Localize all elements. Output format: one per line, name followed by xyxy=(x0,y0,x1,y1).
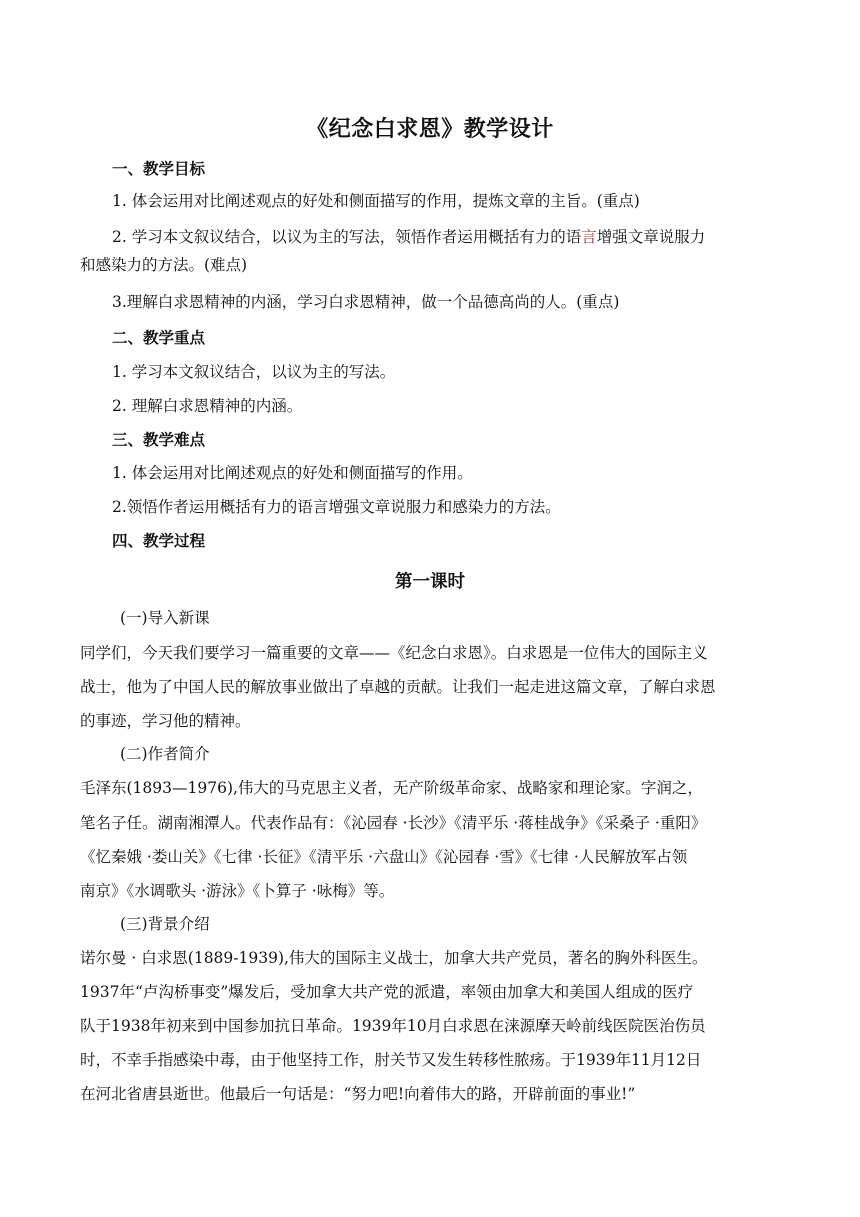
section-heading-goals: 一、教学目标 xyxy=(112,160,206,178)
author-line-2: 笔名子任。湖南湘潭人。代表作品有：《沁园春 ·长沙》《清平乐 ·蒋桂战争》《采桑子 ·重阳》 xyxy=(80,814,707,832)
section-heading-process: 四、教学过程 xyxy=(112,532,206,550)
difficulty-1: 1. 体会运用对比阐述观点的好处和侧面描写的作用。 xyxy=(112,464,473,482)
section-heading-difficulties: 三、教学难点 xyxy=(112,431,206,449)
goal-item-3: 3.理解白求恩精神的内涵，学习白求恩精神，做一个品德高尚的人。(重点) xyxy=(112,293,620,311)
section-heading-key-points: 二、教学重点 xyxy=(112,329,206,347)
goal-item-2-line-2: 和感染力的方法。(难点) xyxy=(80,256,248,274)
part-label-intro: (一)导入新课 xyxy=(120,609,210,627)
key-point-1: 1. 学习本文叙议结合，以议为主的写法。 xyxy=(112,363,396,381)
difficulty-2: 2.领悟作者运用概括有力的语言增强文章说服力和感染力的方法。 xyxy=(112,498,561,516)
background-line-4: 时，不幸手指感染中毒，由于他坚持工作，肘关节又发生转移性脓疡。于1939年11月12日 xyxy=(80,1051,702,1069)
lesson-title: 第一课时 xyxy=(395,572,465,592)
document-title: 《纪念白求恩》教学设计 xyxy=(306,117,554,142)
intro-line-1: 同学们，今天我们要学习一篇重要的文章——《纪念白求恩》。白求恩是一位伟大的国际主义 xyxy=(80,644,708,662)
background-line-3: 队于1938年初来到中国参加抗日革命。1939年10月白求恩在涞源摩天岭前线医院医治伤员 xyxy=(80,1017,706,1035)
key-point-2: 2. 理解白求恩精神的内涵。 xyxy=(112,397,303,415)
goal-item-2-highlight: 言 xyxy=(581,228,597,246)
background-line-2: 1937年“卢沟桥事变”爆发后，受加拿大共产党的派遣，率领由加拿大和美国人组成的医疗 xyxy=(80,983,694,1001)
intro-line-3: 的事迹，学习他的精神。 xyxy=(80,712,251,730)
part-label-author: (二)作者简介 xyxy=(120,745,210,763)
goal-item-2-text-b: 增强文章说服力 xyxy=(596,228,706,246)
goal-item-2-line-1 xyxy=(112,225,705,247)
author-line-4: 南京》《水调歌头 ·游泳》《卜算子 ·咏梅》等。 xyxy=(80,882,395,900)
goal-item-2-text-a: 2. 学习本文叙议结合，以议为主的写法，领悟作者运用概括有力的语 xyxy=(112,228,582,246)
background-line-5: 在河北省唐县逝世。他最后一句话是：“努力吧!向着伟大的路，开辟前面的事业!” xyxy=(80,1085,636,1103)
background-line-1: 诺尔曼 · 白求恩(1889-1939),伟大的国际主义战士，加拿大共产党员，著名的胸外科医生。 xyxy=(80,949,708,967)
part-label-background: (三)背景介绍 xyxy=(120,915,210,933)
author-line-3: 《忆秦娥 ·娄山关》《七律 ·长征》《清平乐 ·六盘山》《沁园春 ·雪》《七律 ·人民解放军占领 xyxy=(80,848,688,866)
author-line-1: 毛泽东(1893—1976),伟大的马克思主义者，无产阶级革命家、战略家和理论家。字润之， xyxy=(80,779,703,797)
intro-line-2: 战士，他为了中国人民的解放事业做出了卓越的贡献。让我们一起走进这篇文章，了解白求恩 xyxy=(80,678,716,696)
goal-item-1: 1. 体会运用对比阐述观点的好处和侧面描写的作用，提炼文章的主旨。(重点) xyxy=(112,192,640,210)
